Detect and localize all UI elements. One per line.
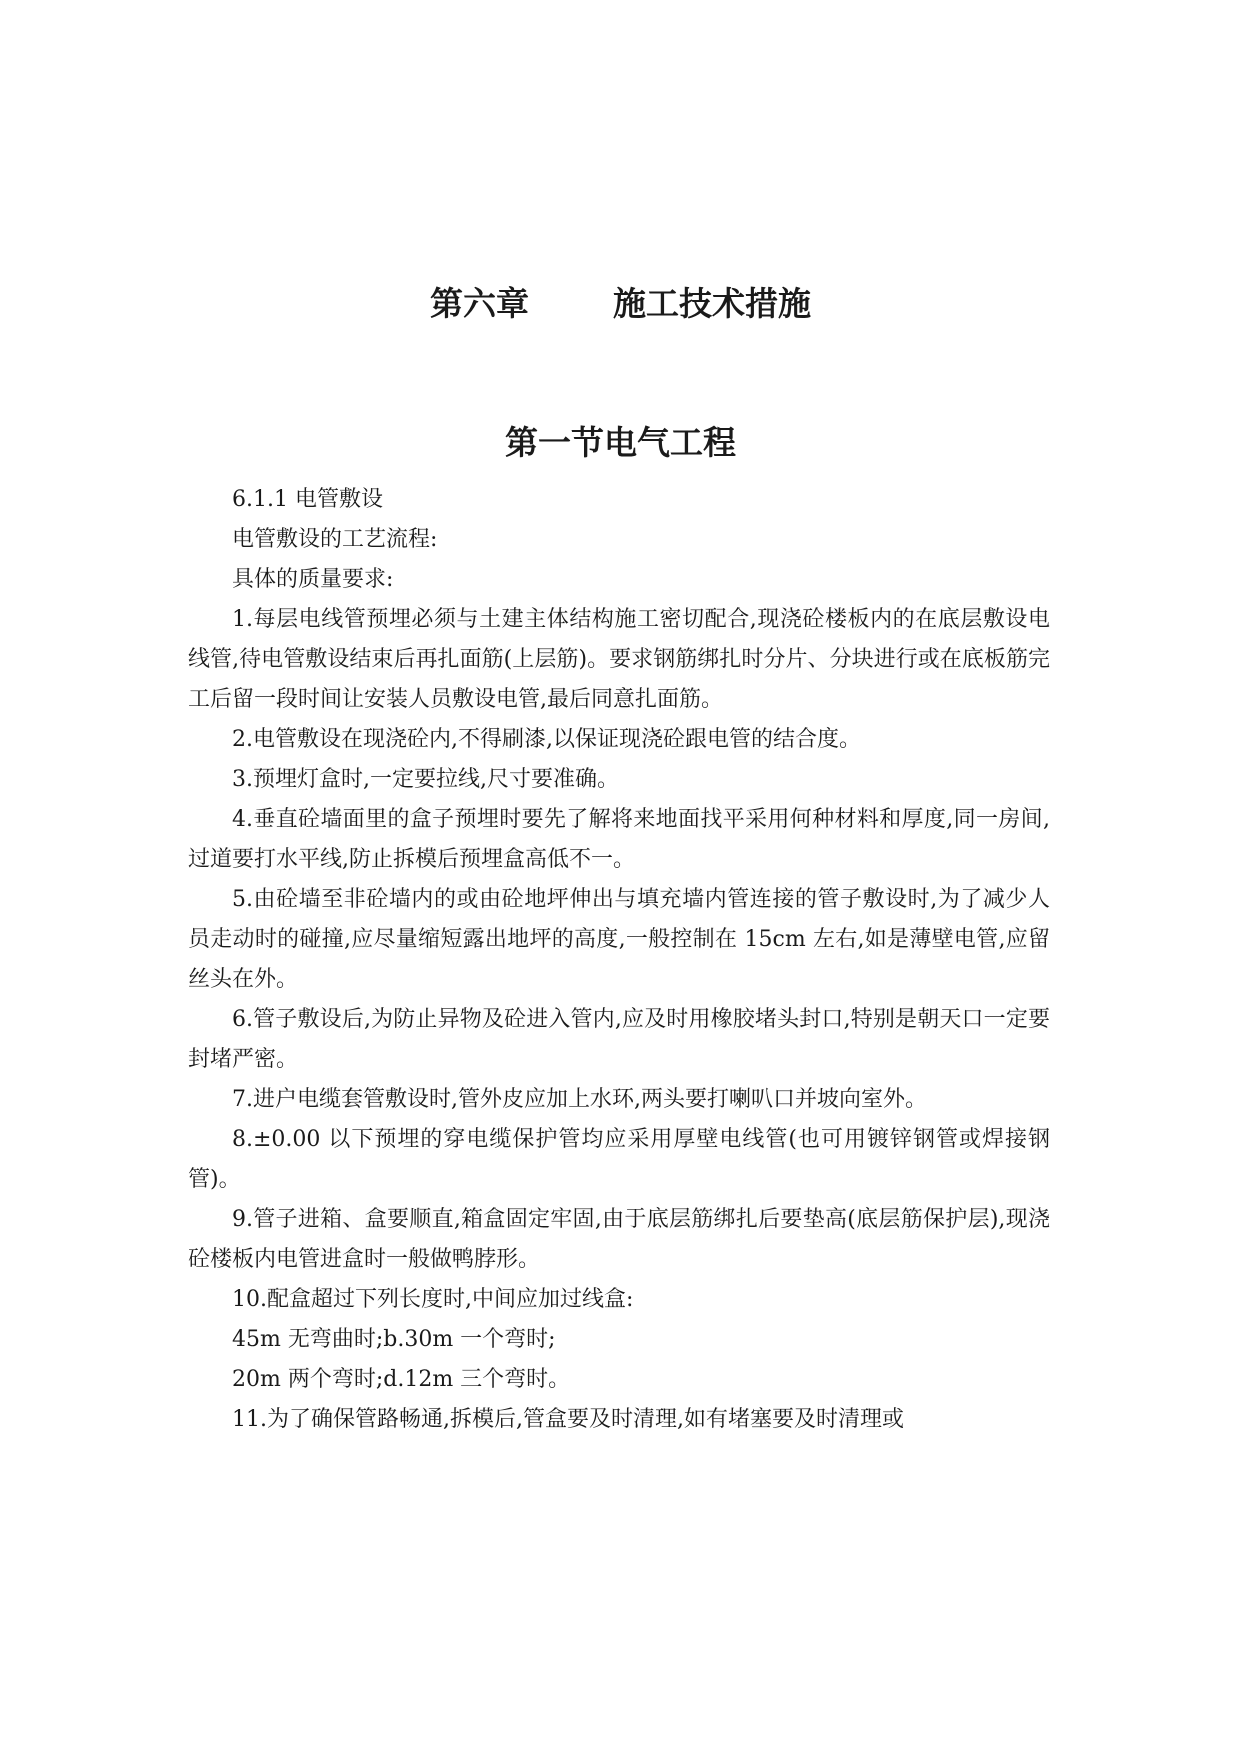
paragraph: 45m 无弯曲时;b.30m 一个弯时; <box>232 1327 556 1352</box>
paragraph: 7.进户电缆套管敷设时,管外皮应加上水环,两头要打喇叭口并坡向室外。 <box>232 1087 927 1112</box>
paragraph: 9.管子进箱、盒要顺直,箱盒固定牢固,由于底层筋绑扎后要垫高(底层筋保护层),现浇砼楼板内电管进盒时一般做鸭脖形。 <box>188 1207 1050 1272</box>
chapter-number: 第六章 <box>430 284 529 323</box>
paragraph: 电管敷设的工艺流程: <box>232 527 438 552</box>
paragraph: 11.为了确保管路畅通,拆模后,管盒要及时清理,如有堵塞要及时清理或 <box>232 1407 904 1432</box>
paragraph: 3.预埋灯盒时,一定要拉线,尺寸要准确。 <box>232 767 619 792</box>
paragraph: 5.由砼墙至非砼墙内的或由砼地坪伸出与填充墙内管连接的管子敷设时,为了减少人员走动时的碰撞,应尽量缩短露出地坪的高度,一般控制在 15cm 左右,如是薄壁电管,应留丝头在外。 <box>188 887 1050 992</box>
paragraph: 10.配盒超过下列长度时,中间应加过线盒: <box>232 1287 634 1312</box>
body-text <box>188 480 1050 1440</box>
paragraph: 具体的质量要求: <box>232 567 394 592</box>
paragraph: 6.1.1 电管敷设 <box>232 487 383 512</box>
section-title: 第一节电气工程 <box>505 423 736 462</box>
paragraph: 1.每层电线管预埋必须与土建主体结构施工密切配合,现浇砼楼板内的在底层敷设电线管,待电管敷设结束后再扎面筋(上层筋)。要求钢筋绑扎时分片、分块进行或在底板筋完工后留一段时间让安装人员敷设电管,最后同意扎面筋。 <box>188 607 1050 712</box>
chapter-name: 施工技术措施 <box>613 284 811 323</box>
paragraph: 6.管子敷设后,为防止异物及砼进入管内,应及时用橡胶堵头封口,特别是朝天口一定要封堵严密。 <box>188 1007 1050 1072</box>
paragraph: 20m 两个弯时;d.12m 三个弯时。 <box>232 1367 571 1392</box>
paragraph: 4.垂直砼墙面里的盒子预埋时要先了解将来地面找平采用何种材料和厚度,同一房间,过道要打水平线,防止拆模后预埋盒高低不一。 <box>188 807 1050 872</box>
chapter-title <box>0 278 1241 325</box>
paragraph: 2.电管敷设在现浇砼内,不得刷漆,以保证现浇砼跟电管的结合度。 <box>232 727 861 752</box>
paragraph: 8.±0.00 以下预埋的穿电缆保护管均应采用厚壁电线管(也可用镀锌钢管或焊接钢管)。 <box>188 1127 1050 1192</box>
